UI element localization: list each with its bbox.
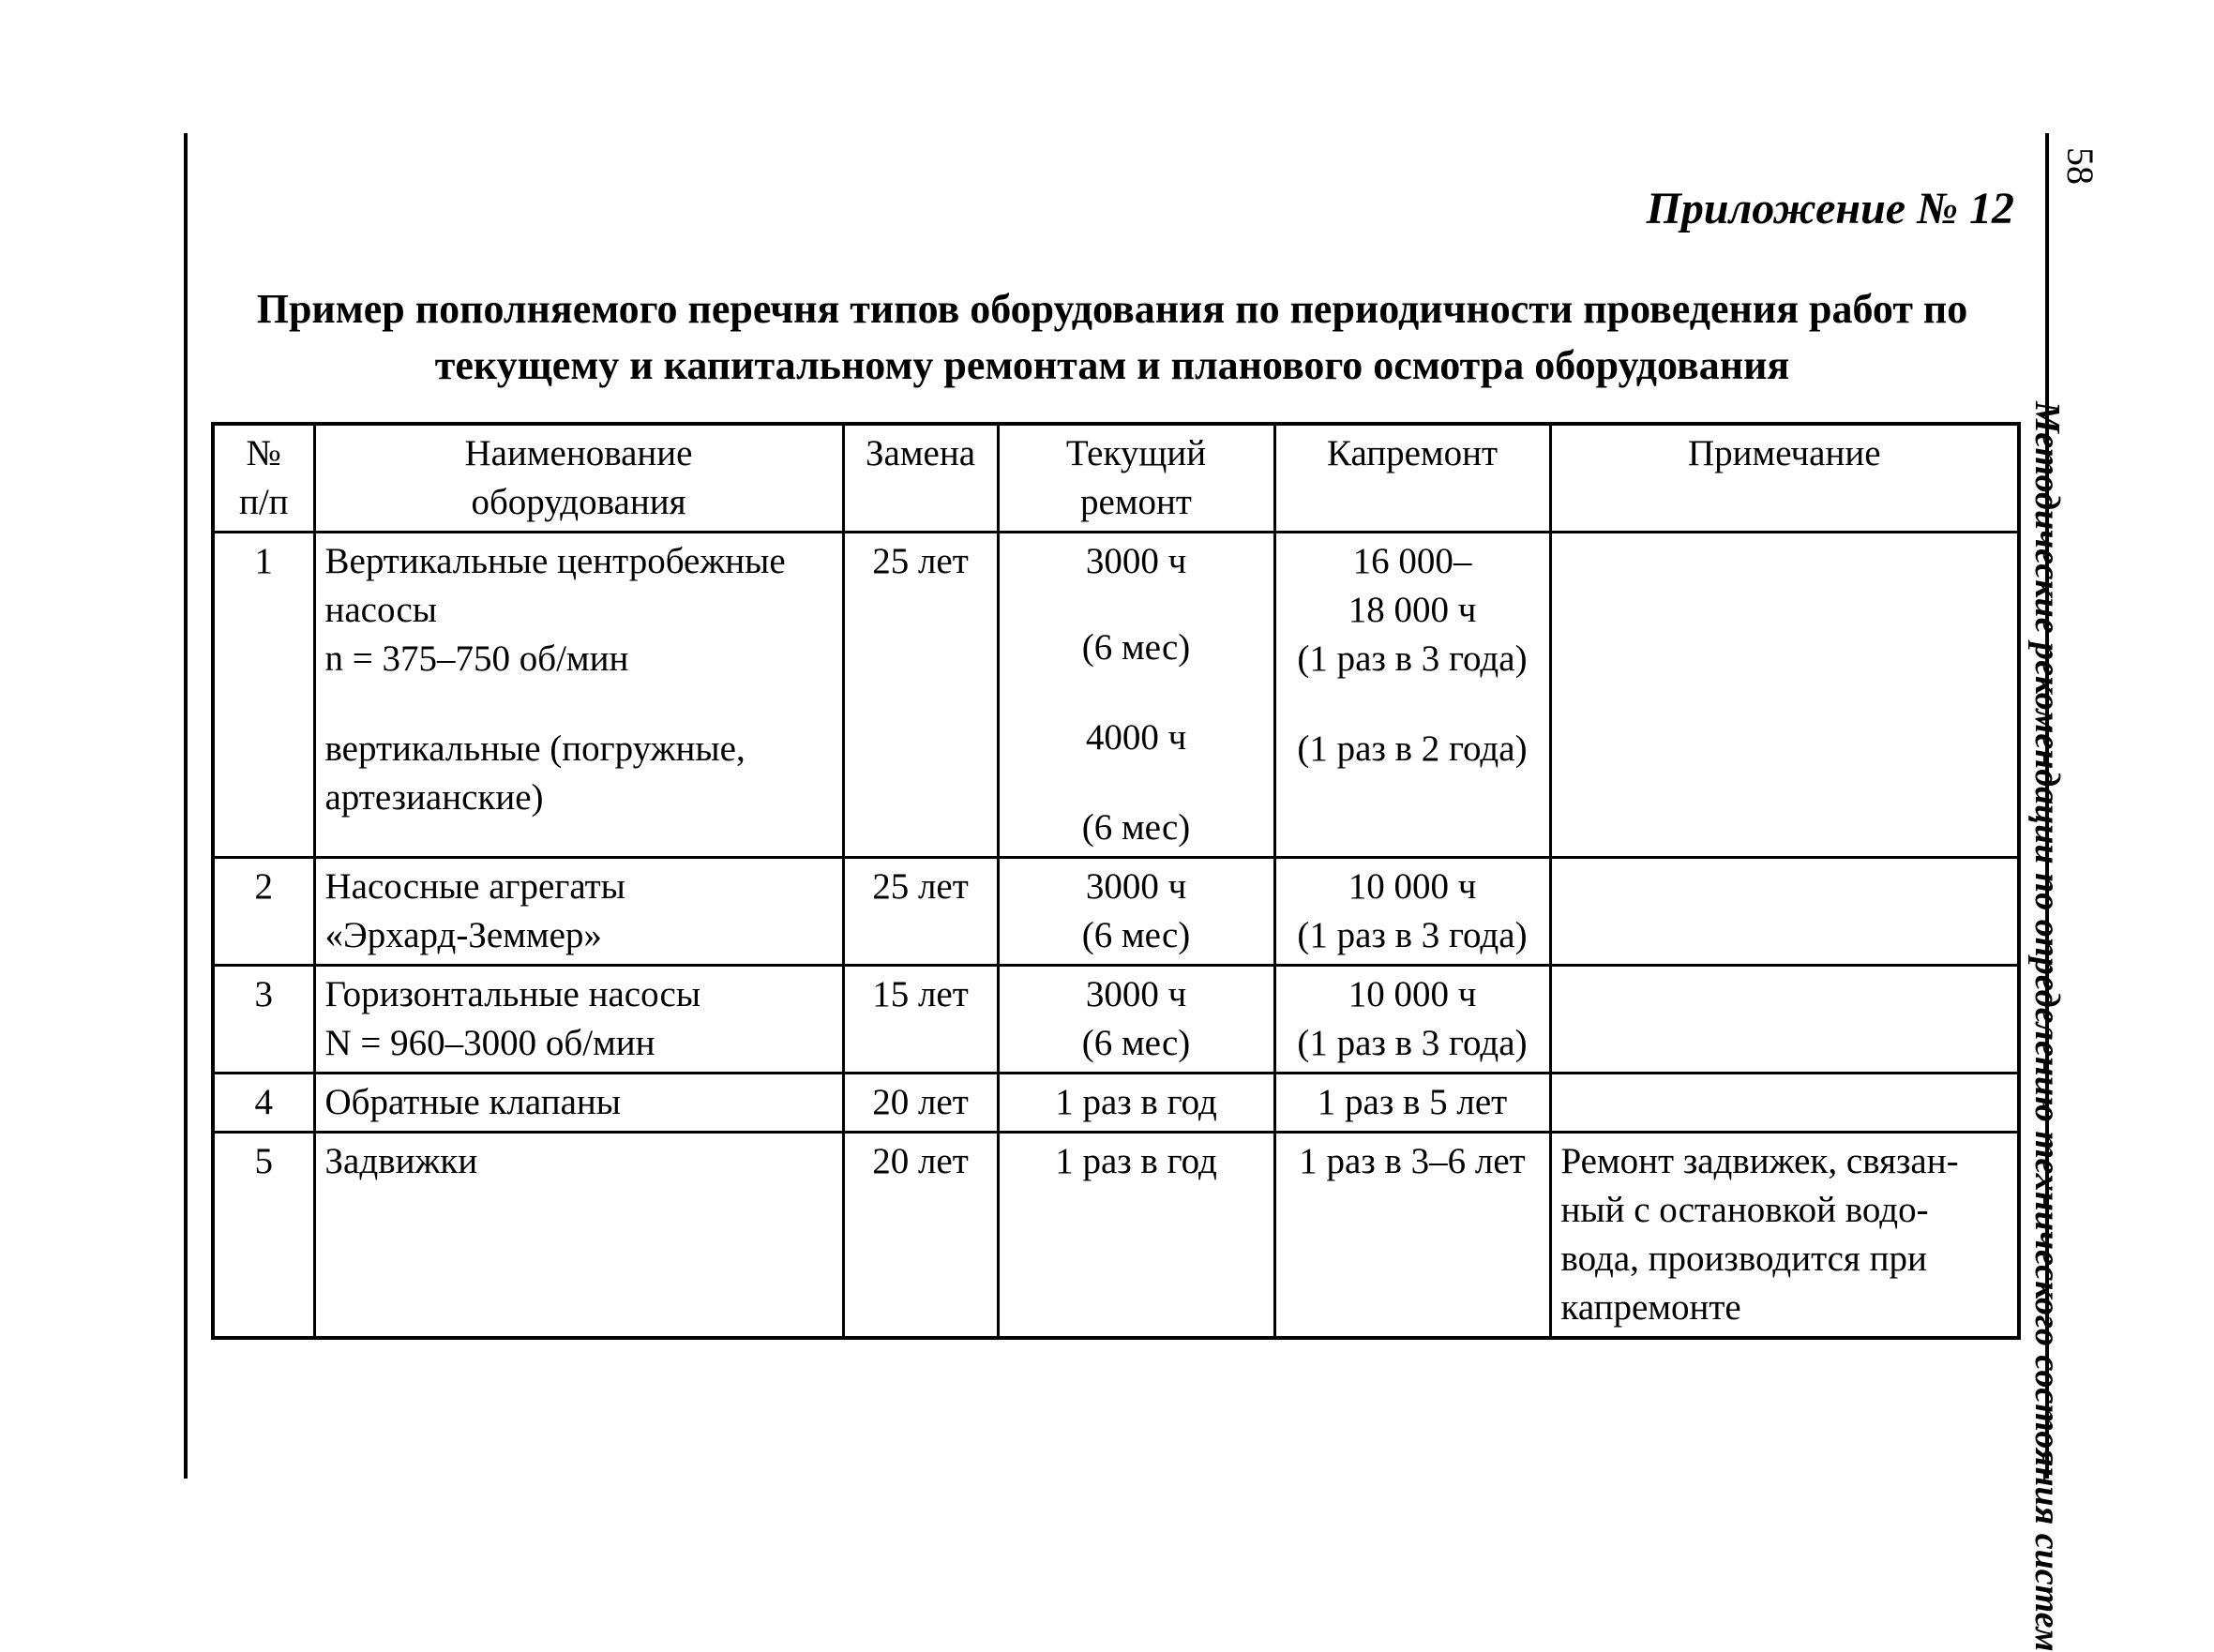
table-header-row bbox=[213, 424, 2019, 533]
appendix-label: Приложение № 12 bbox=[1646, 184, 2014, 233]
row-name: Вертикальные центробежные насосы n = 375–750 об/мин вертикальные (погружные, артезианские) bbox=[314, 533, 843, 858]
header-num: № п/п bbox=[213, 424, 314, 533]
row-replace: 15 лет bbox=[843, 966, 998, 1074]
table-row bbox=[213, 966, 2019, 1074]
row-num: 1 bbox=[213, 533, 314, 858]
row-num: 5 bbox=[213, 1133, 314, 1339]
row-capital-repair: 10 000 ч (1 раз в 3 года) bbox=[1274, 858, 1550, 966]
row-num: 2 bbox=[213, 858, 314, 966]
running-side-title: Методические рекомендации по определению технического состояния систем bbox=[2027, 401, 2067, 1652]
header-note: Примечание bbox=[1550, 424, 2019, 533]
row-current-repair: 1 раз в год bbox=[998, 1133, 1274, 1339]
row-capital-repair: 16 000– 18 000 ч (1 раз в 3 года) (1 раз в 2 года) bbox=[1274, 533, 1550, 858]
header-name: Наименование оборудования bbox=[314, 424, 843, 533]
header-current-repair: Текущий ремонт bbox=[998, 424, 1274, 533]
document-title bbox=[221, 281, 2003, 394]
row-replace: 20 лет bbox=[843, 1074, 998, 1133]
table-row bbox=[213, 1133, 2019, 1339]
header-capital-repair: Капремонт bbox=[1274, 424, 1550, 533]
row-note bbox=[1550, 533, 2019, 858]
row-current-repair: 3000 ч (6 мес) 4000 ч (6 мес) bbox=[998, 533, 1274, 858]
row-replace: 20 лет bbox=[843, 1133, 998, 1339]
row-capital-repair: 1 раз в 5 лет bbox=[1274, 1074, 1550, 1133]
row-replace: 25 лет bbox=[843, 858, 998, 966]
row-note: Ремонт задвижек, связан- ный с остановкой водо- вода, производится при капремонте bbox=[1550, 1133, 2019, 1339]
header-replace: Замена bbox=[843, 424, 998, 533]
table-row bbox=[213, 858, 2019, 966]
table-row bbox=[213, 533, 2019, 858]
row-replace: 25 лет bbox=[843, 533, 998, 858]
title-line-1: Пример пополняемого перечня типов оборудования по периодичности проведения работ по bbox=[256, 286, 1968, 332]
row-current-repair: 3000 ч (6 мес) bbox=[998, 966, 1274, 1074]
page-number: 58 bbox=[2059, 147, 2101, 185]
equipment-table bbox=[211, 422, 2021, 1340]
row-name: Горизонтальные насосы N = 960–3000 об/мин bbox=[314, 966, 843, 1074]
left-margin-rule bbox=[184, 133, 188, 1479]
title-line-2: текущему и капитальному ремонтам и планового осмотра оборудования bbox=[434, 342, 1790, 388]
row-current-repair: 3000 ч (6 мес) bbox=[998, 858, 1274, 966]
table-row bbox=[213, 1074, 2019, 1133]
row-note bbox=[1550, 966, 2019, 1074]
row-note bbox=[1550, 858, 2019, 966]
row-note bbox=[1550, 1074, 2019, 1133]
row-capital-repair: 10 000 ч (1 раз в 3 года) bbox=[1274, 966, 1550, 1074]
row-name: Задвижки bbox=[314, 1133, 843, 1339]
row-name: Обратные клапаны bbox=[314, 1074, 843, 1133]
row-name: Насосные агрегаты «Эрхард-Земмер» bbox=[314, 858, 843, 966]
row-num: 3 bbox=[213, 966, 314, 1074]
row-capital-repair: 1 раз в 3–6 лет bbox=[1274, 1133, 1550, 1339]
row-num: 4 bbox=[213, 1074, 314, 1133]
row-current-repair: 1 раз в год bbox=[998, 1074, 1274, 1133]
